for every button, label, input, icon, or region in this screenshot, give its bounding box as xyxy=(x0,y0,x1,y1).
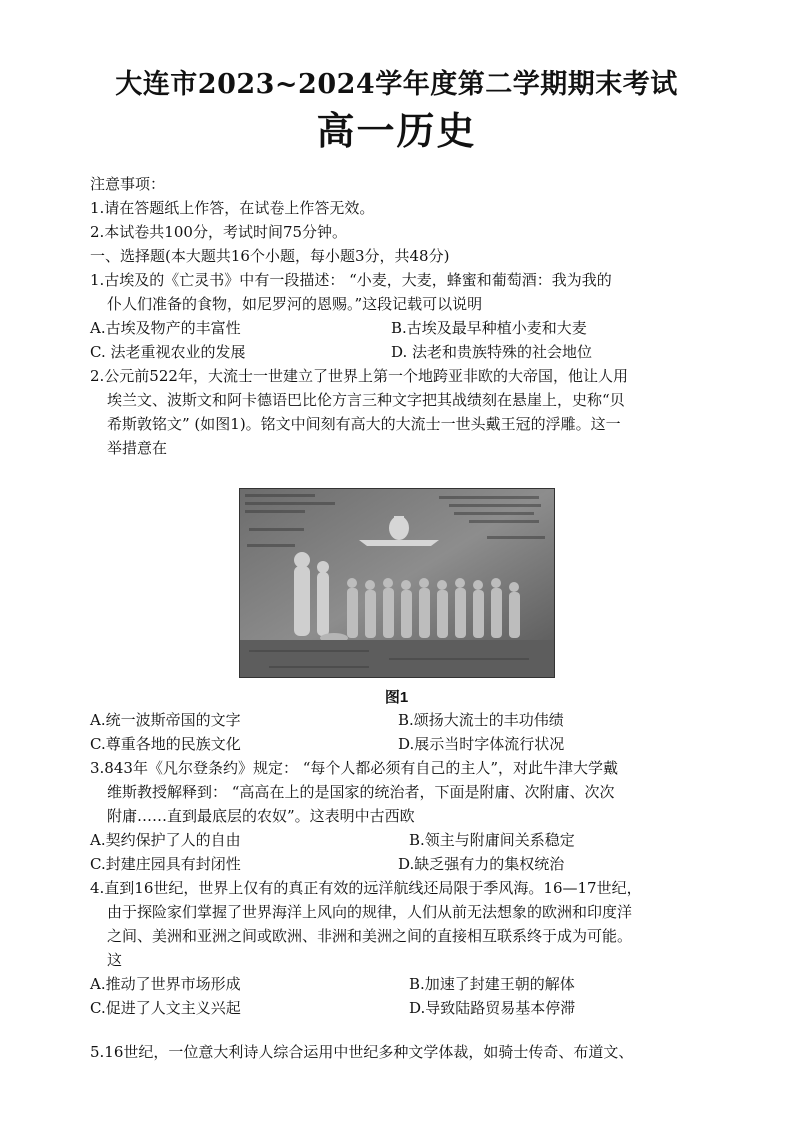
option-b: B.加速了封建王朝的解体 xyxy=(409,975,575,993)
note-item: 1.请在答题纸上作答，在试卷上作答无效。 xyxy=(90,199,375,217)
option-c: C.促进了人文主义兴起 xyxy=(90,999,241,1017)
subject-title: 高一历史 xyxy=(316,108,477,153)
exam-title: 大连市2023~2024学年度第二学期期末考试 xyxy=(115,69,678,100)
notes-heading: 注意事项： xyxy=(90,175,166,193)
question-3-text: 3.843年《凡尔登条约》规定： “每个人都必须有自己的主人”，对此牛津大学戴 xyxy=(90,759,619,777)
section-heading: 一、选择题(本大题共16个小题，每小题3分，共48分) xyxy=(90,247,450,265)
note-item: 2.本试卷共100分，考试时间75分钟。 xyxy=(90,223,348,241)
question-1-text: 1.古埃及的《亡灵书》中有一段描述： “小麦，大麦，蜂蜜和葡萄酒：我为我的 xyxy=(90,271,612,289)
behistun-relief-image xyxy=(239,488,555,678)
option-b: B.古埃及最早种植小麦和大麦 xyxy=(391,319,587,337)
question-5-text: 5.16世纪，一位意大利诗人综合运用中世纪多种文学体裁，如骑士传奇、布道文、 xyxy=(90,1043,634,1061)
question-2-text: 2.公元前522年，大流士一世建立了世界上第一个地跨亚非欧的大帝国，他让人用 xyxy=(90,367,628,385)
question-4-text: 由于探险家们掌握了世界海洋上风向的规律，人们从前无法想象的欧洲和印度洋 xyxy=(107,903,633,921)
option-c: C.尊重各地的民族文化 xyxy=(90,735,241,753)
question-4-text: 之间、美洲和亚洲之间或欧洲、非洲和美洲之间的直接相互联系终于成为可能。 xyxy=(107,927,633,945)
option-d: D.缺乏强有力的集权统治 xyxy=(398,855,565,873)
option-a: A.推动了世界市场形成 xyxy=(90,975,241,993)
question-4-text: 这 xyxy=(107,951,123,969)
question-3-text: 维斯教授解释到： “高高在上的是国家的统治者，下面是附庸、次附庸、次次 xyxy=(107,783,615,801)
option-a: A.契约保护了人的自由 xyxy=(90,831,241,849)
question-2-text: 举措意在 xyxy=(107,439,168,457)
question-2-text: 埃兰文、波斯文和阿卡德语巴比伦方言三种文字把其战绩刻在悬崖上，史称“贝 xyxy=(107,391,625,409)
option-b: B.领主与附庸间关系稳定 xyxy=(409,831,575,849)
question-2-text: 希斯敦铭文” (如图1)。铭文中间刻有高大的大流士一世头戴王冠的浮雕。这一 xyxy=(107,415,621,433)
question-1-text: 仆人们准备的食物，如尼罗河的恩赐。”这段记载可以说明 xyxy=(107,295,483,313)
option-d: D.展示当时字体流行状况 xyxy=(398,735,565,753)
figure-caption: 图1 xyxy=(384,689,409,706)
option-b: B.颂扬大流士的丰功伟绩 xyxy=(398,711,564,729)
option-a: A.古埃及物产的丰富性 xyxy=(90,319,241,337)
option-c: C. 法老重视农业的发展 xyxy=(90,343,246,361)
option-a: A.统一波斯帝国的文字 xyxy=(90,711,241,729)
option-d: D. 法老和贵族特殊的社会地位 xyxy=(391,343,593,361)
question-4-text: 4.直到16世纪，世界上仅有的真正有效的远洋航线还局限于季风海。16—17世纪， xyxy=(90,879,642,897)
question-3-text: 附庸……直到最底层的农奴”。这表明中古西欧 xyxy=(107,807,415,825)
option-c: C.封建庄园具有封闭性 xyxy=(90,855,241,873)
option-d: D.导致陆路贸易基本停滞 xyxy=(409,999,576,1017)
